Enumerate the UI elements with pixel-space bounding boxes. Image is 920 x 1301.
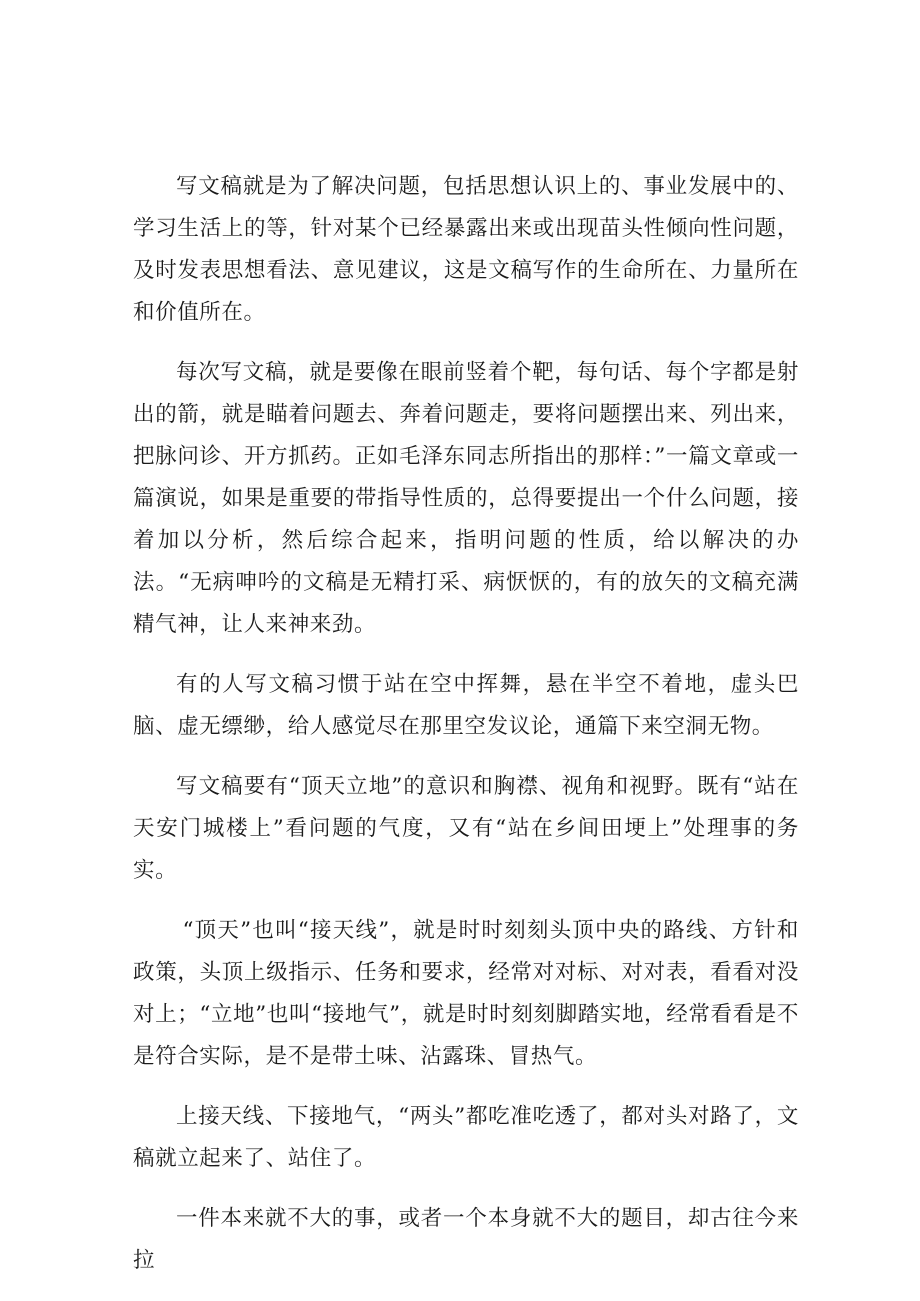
document-body (133, 166, 799, 1300)
paragraph-1: 写文稿就是为了解决问题，包括思想认识上的、事业发展中的、学习生活上的等，针对某个已经暴露出来或出现苗头性倾向性问题，及时发表思想看法、意见建议，这是文稿写作的生命所在、力量所在和价值所在。 (133, 174, 799, 325)
paragraph-4: 写文稿要有“顶天立地”的意识和胸襟、视角和视野。既有“站在天安门城楼上”看问题的气度，又有“站在乡间田埂上”处理事的务实。 (133, 774, 799, 883)
paragraph-3: 有的人写文稿习惯于站在空中挥舞，悬在半空不着地，虚头巴脑、虚无缥缈，给人感觉尽在那里空发议论，通篇下来空洞无物。 (133, 672, 799, 739)
paragraph-2: 每次写文稿，就是要像在眼前竖着个靶，每句话、每个字都是射出的箭，就是瞄着问题去、奔着问题走，要将问题摆出来、列出来，把脉问诊、开方抓药。正如毛泽东同志所指出的那样：”一篇文章或一篇演说，如果是重要的带指导性质的，总得要提出一个什么问题，接着加以分析，然后综合起来，指明问题的性质，给以解决的办法。“无病呻吟的文稿是无精打采、病恹恹的，有的放矢的文稿充满精气神，让人来神来劲。 (133, 360, 799, 637)
paragraph-6: 上接天线、下接地气，“两头”都吃准吃透了，都对头对路了，文稿就立起来了、站住了。 (133, 1104, 799, 1171)
paragraph-5: “顶天”也叫“接天线”，就是时时刻刻头顶中央的路线、方针和政策，头顶上级指示、任务和要求，经常对对标、对对表，看看对没对上；“立地”也叫“接地气”，就是时时刻刻脚踏实地，经常看看是不是符合实际，是不是带土味、沾露珠、冒热气。 (133, 918, 799, 1069)
paragraph-7: 一件本来就不大的事，或者一个本身就不大的题目，却古往今来拉 (133, 1206, 799, 1273)
